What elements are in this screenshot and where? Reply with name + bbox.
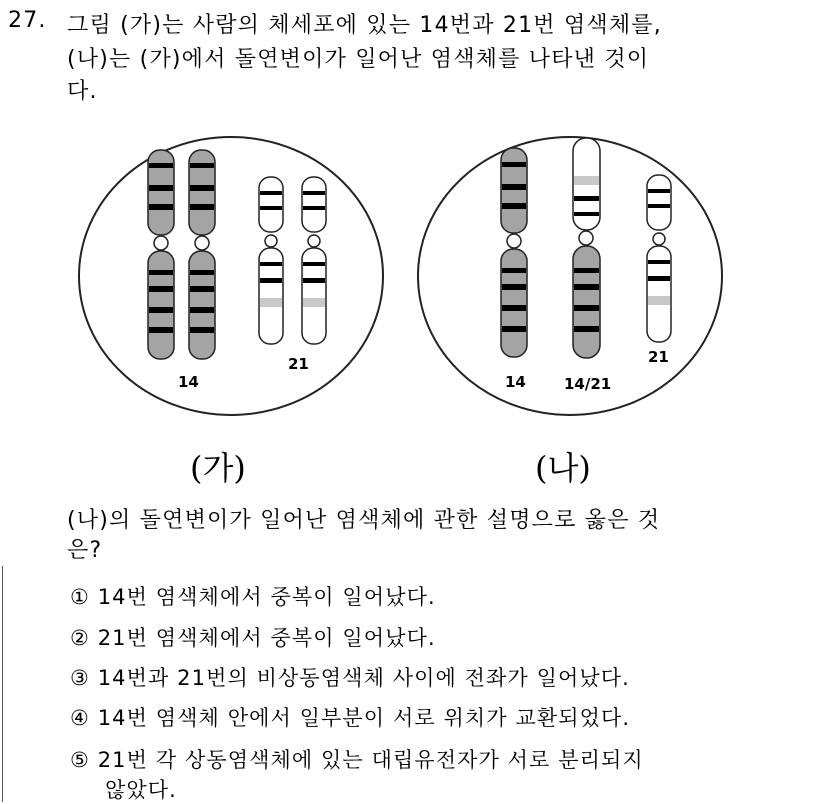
question-text-line-1: 그림 (가)는 사람의 체세포에 있는 14번과 21번 염색체를, [67,13,662,38]
chromosome-21-a1 [259,177,283,344]
prompt-line-2: 은? [67,538,103,563]
caption-b: (나) [535,449,591,487]
chromosome-14-a1 [148,150,174,359]
label-14-21-b: 14/21 [564,375,612,393]
chromosome-14-21-b [573,138,600,358]
option-4[interactable]: ④ 14번 염색체 안에서 일부분이 서로 위치가 교환되었다. [70,706,631,730]
option-1[interactable]: ① 14번 염색체에서 중복이 일어났다. [70,585,436,609]
option-5-continued: 않았다. [105,778,177,802]
chromosome-21-b [647,175,671,342]
panel-b [418,137,722,415]
option-5[interactable]: ⑤ 21번 각 상동염색체에 있는 대립유전자가 서로 분리되지 [70,748,644,772]
label-14-b: 14 [505,373,526,391]
label-14-a: 14 [178,373,199,391]
question-number: 27. [8,8,47,33]
panel-a-circle [79,137,383,415]
margin-line [2,566,3,802]
option-3[interactable]: ③ 14번과 21번의 비상동염색체 사이에 전좌가 일어났다. [70,666,630,690]
caption-a: (가) [190,449,246,487]
chromosome-21-a2 [302,177,326,344]
question-text-line-3: 다. [67,79,98,104]
question-text-line-2: (나)는 (가)에서 돌연변이가 일어난 염색체를 나타낸 것이 [67,47,650,72]
panel-b-circle [418,137,722,415]
prompt-line-1: (나)의 돌연변이가 일어난 염색체에 관한 설명으로 옳은 것 [67,508,661,533]
panel-a [79,137,383,415]
label-21-b: 21 [648,348,669,366]
option-2[interactable]: ② 21번 염색체에서 중복이 일어났다. [70,626,436,650]
chromosome-14-b [501,148,527,357]
chromosome-14-a2 [189,150,215,359]
label-21-a: 21 [288,355,309,373]
